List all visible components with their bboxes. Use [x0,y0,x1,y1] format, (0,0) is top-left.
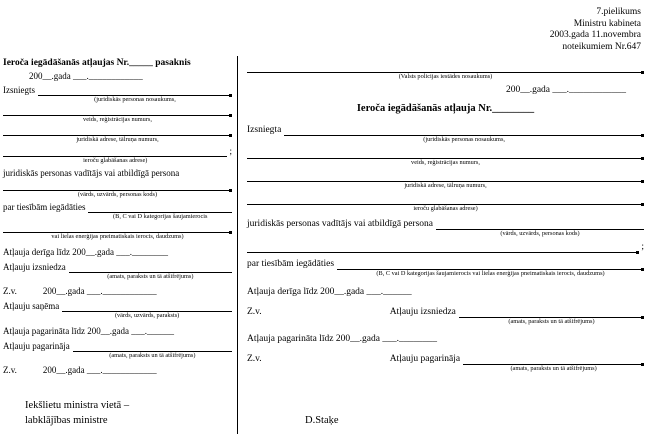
permit-blank-address-row [247,169,644,190]
stub-issued-by-row [3,262,232,281]
fill-line [284,123,644,136]
caption-legal-name: (juridiskās personas nosaukums, [423,136,505,143]
stub-extended-by-row [3,341,232,360]
footer-signature: D.Staķe [305,415,339,426]
permit-issued-by-row [247,305,644,326]
stub-date-line: 200__.gada ___.____________ [29,71,143,81]
permit-issued-by-label: Atļauju izsniedza [389,307,456,317]
caption-position-sign-2: (amats, paraksts un tā atšifrējums) [109,352,196,359]
permit-zv-2: Z.v. [247,354,262,364]
caption-type-reg: veids, reģistrācijas numurs, [411,159,480,166]
stub-rights-row [3,202,232,221]
permit-issued-row [247,123,644,144]
fill-line [3,106,232,116]
stub-storage-row [3,146,232,165]
caption-category: (B, C vai D kategorijas šaujamierocis vai lielas enerģijas pneimatiskais ierocis, daudzums) [376,270,605,277]
stub-rights-label: par tiesībām iegādāties [3,202,86,212]
stub-zv-2: Z.v. [3,365,17,375]
stub-issued-label: Izsniegts [3,85,35,95]
annex-header [550,7,641,53]
fill-line [247,169,644,182]
caption-legal-name: (juridiskās personas nosaukums, [94,96,176,103]
fill-line [337,257,644,270]
caption-position-sign-2: (amats, paraksts un tā atšifrējums) [510,365,597,372]
footer-minister [25,398,129,428]
fill-line [62,302,232,312]
permit-blank-type-row [247,146,644,167]
stub-seal-row-1 [3,286,232,297]
stub-issued-by-label: Atļauju izsniedza [3,262,66,272]
stub-received-row [3,301,232,320]
permit-date-line: 200__.gada ___.____________ [505,85,626,95]
stub-zv-date-1: 200__.gada ___.____________ [42,286,157,296]
fill-line [247,60,644,73]
caption-storage-address: ieroču glabāšanas adrese) [83,157,148,164]
stub-semicolon: ; [229,146,232,156]
permit-valid-until: Atļauja derīga līdz 200__.gada ___.______ [247,287,412,297]
permit-police-row [247,60,644,81]
fill-line [247,192,644,205]
caption-category-2: vai lielas enerģijas pneimatiskais ierocis, daudzums) [51,233,184,240]
stub-valid-until: Atļauja derīga līdz 200__.gada ___.________ [3,247,168,257]
fill-line [69,263,232,273]
fill-line [3,126,232,136]
stub-zv-1: Z.v. [3,286,17,296]
stub-column [3,58,232,376]
permit-manager-row [247,217,644,238]
permit-issued-label: Izsniegta [247,125,282,135]
stub-manager-blank-row [3,181,232,199]
column-divider [237,56,238,434]
caption-type-reg: veids, reģistrācijas numurs, [83,116,152,123]
permit-rights-row [247,257,644,278]
permit-extended-until: Atļauja pagarināta līdz 200__.gada ___.________ [247,334,437,344]
permit-zv-1: Z.v. [247,307,262,317]
stub-blank-type-row [3,106,232,124]
caption-person: (vārds, uzvārds, personas kods) [77,191,158,198]
caption-police-authority: (Valsts policijas iestādes nosaukums) [398,73,493,80]
caption-person: (vārds, uzvārds, personas kods) [500,230,580,237]
caption-name-sign: (vārds, uzvārds, paraksts) [114,312,180,319]
permit-manager-label: juridiskās personas vadītājs vai atbildīgā persona [247,219,433,229]
fill-line [436,217,644,230]
permit-semicolon: ; [641,242,644,252]
stub-seal-row-2 [3,365,232,376]
footer-minister-line-2: labklājības ministre [25,415,108,426]
stub-title: Ieroča iegādāšanās atļaujas Nr._____ pasaknis [3,58,191,68]
permit-extended-by-row [247,352,644,373]
stub-extended-by-label: Atļauju pagarināja [3,341,70,351]
fill-line [73,342,232,352]
fill-line [459,305,644,318]
annex-line-3: 2003.gada 11.novembra [549,30,641,40]
caption-category-1: (B, C vai D kategorijas šaujamierocis [113,213,208,220]
stub-zv-date-2: 200__.gada ___.____________ [42,365,157,375]
stub-category-blank-row [3,223,232,241]
permit-extended-by-label: Atļauju pagarināja [389,354,461,364]
annex-line-1: 7.pielikums [596,7,641,17]
stub-blank-address-row [3,126,232,144]
fill-line [247,240,639,253]
fill-line [38,86,232,96]
fill-line [3,181,232,191]
permit-column [247,60,644,373]
annex-line-2: Ministru kabineta [573,18,641,29]
fill-line [88,203,232,213]
permit-title: Ieroča iegādāšanās atļauja Nr.________ [356,103,535,114]
permit-rights-label: par tiesībām iegādāties [247,259,335,269]
caption-storage-address: ieroču glabāšanas adrese) [413,205,478,212]
permit-blank-storage-row [247,192,644,213]
fill-line [463,352,644,365]
fill-line [3,147,227,157]
caption-address: juridiskā adrese, tālruņa numurs, [76,136,159,143]
fill-line [3,223,232,233]
stub-issued-row [3,85,232,104]
permit-continuation-row [247,240,644,253]
caption-position-sign: (amats, paraksts un tā atšifrējums) [107,273,194,280]
caption-position-sign: (amats, paraksts un tā atšifrējums) [508,318,595,325]
stub-received-label: Atļauju saņēma [3,301,60,311]
footer-minister-line-1: Iekšlietu ministra vietā – [25,400,130,411]
stub-extended-until: Atļauja pagarināta līdz 200__.gada ___.______ [3,326,174,336]
caption-address: juridiskā adrese, tālruņa numurs, [404,182,487,189]
annex-line-4: noteikumiem Nr.647 [562,41,641,52]
fill-line [247,146,644,159]
stub-manager-label: juridiskās personas vadītājs vai atbildīgā persona [3,168,180,178]
